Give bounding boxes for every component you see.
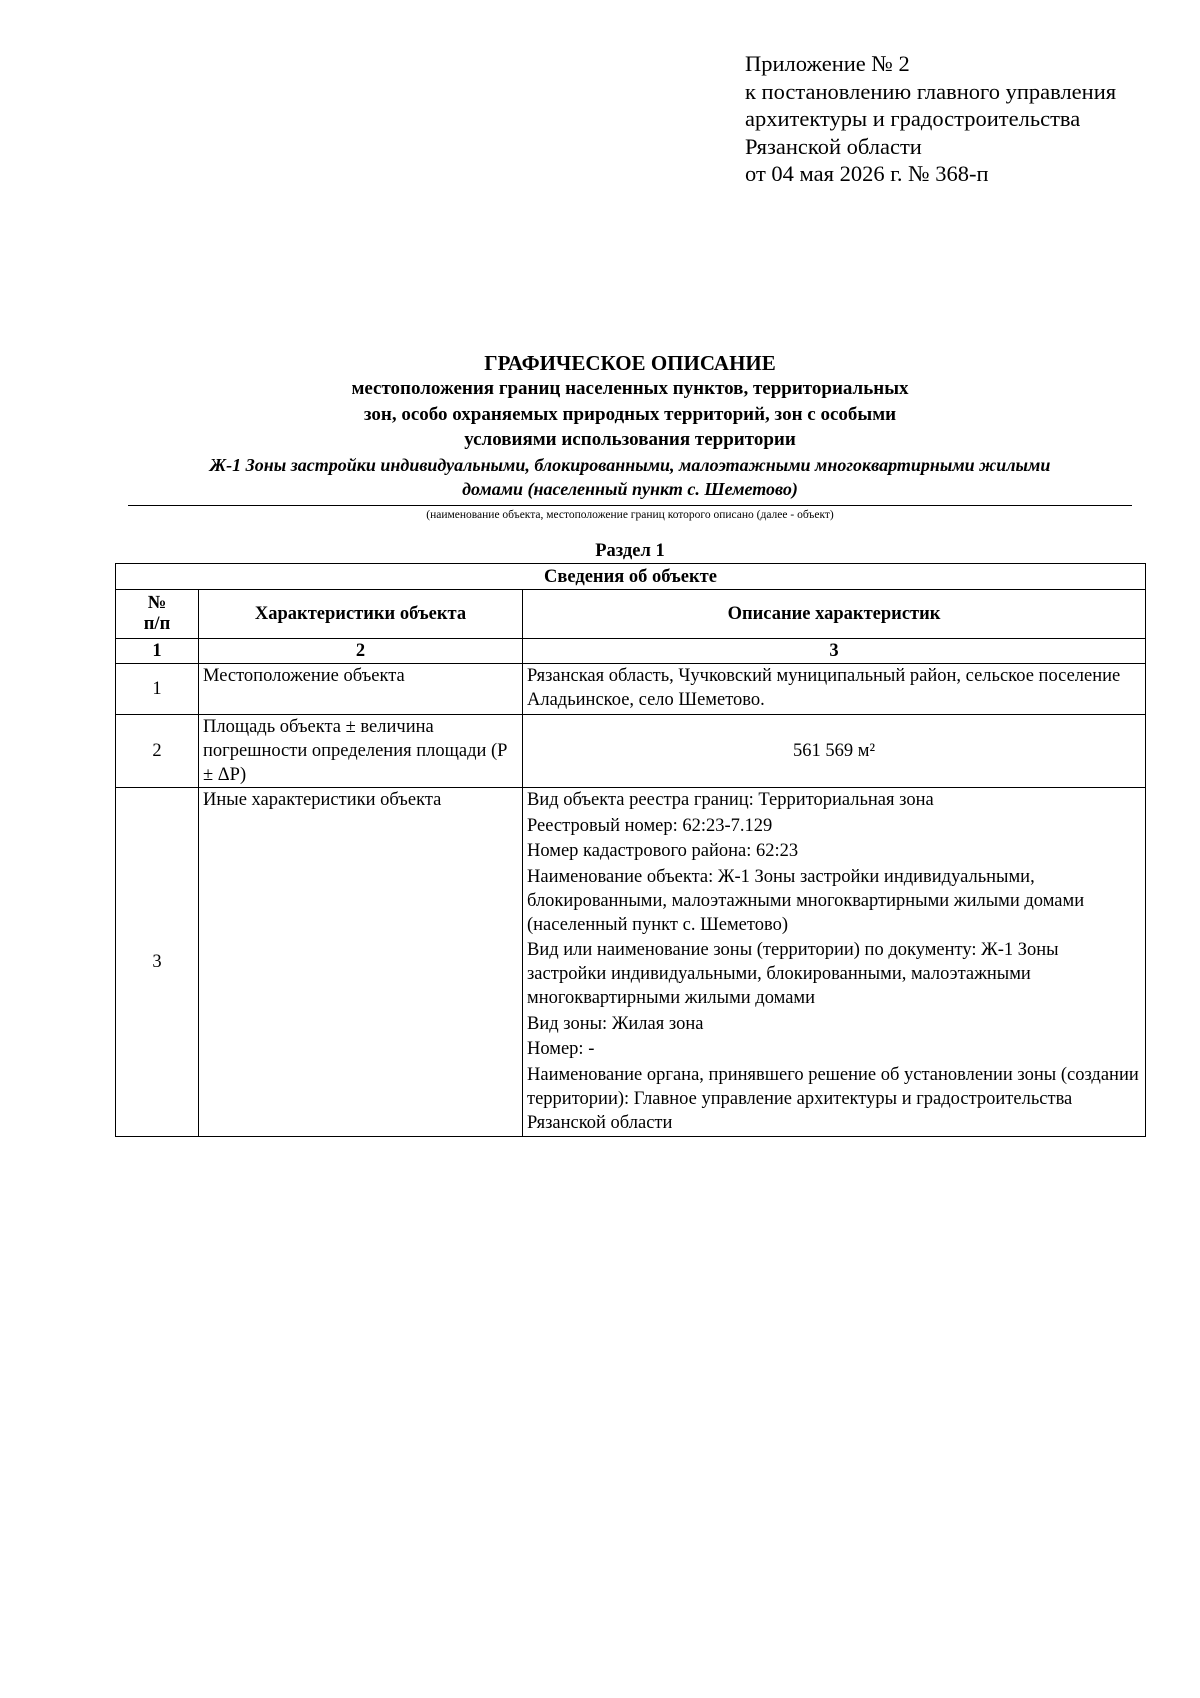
- appendix-line: от 04 мая 2026 г. № 368-п: [745, 161, 989, 186]
- column-number: 2: [199, 639, 523, 664]
- appendix-line: к постановлению главного управления: [745, 78, 1117, 104]
- description-line: Рязанская область, Чучковский муниципальный район, сельское поселение Аладьинское, село Шеметово.: [527, 666, 1121, 710]
- description-line: Наименование объекта: Ж-1 Зоны застройки индивидуальными, блокированными, малоэтажными многоквартирными жилыми домами (населенный пункт с. Шеметово): [527, 866, 1085, 935]
- header-number: № п/п: [116, 590, 199, 639]
- description-line: Номер: -: [527, 1039, 595, 1059]
- column-number-row: [116, 639, 1146, 664]
- document-title-block: [128, 351, 1132, 501]
- table-row: [116, 788, 1146, 1137]
- row-characteristic: Местоположение объекта: [199, 664, 523, 715]
- description-line: Вид зоны: Жилая зона: [527, 1013, 704, 1034]
- document-subtitle-line: условиями использования территории: [464, 429, 796, 450]
- object-name-line: Ж-1 Зоны застройки индивидуальными, блокированными, малоэтажными многоквартирными жилыми: [209, 454, 1051, 475]
- row-description: [523, 664, 1146, 715]
- object-name-line: домами (населенный пункт с. Шеметово): [462, 478, 798, 499]
- description-line: Вид объекта реестра границ: Территориальная зона: [527, 790, 934, 810]
- table-caption: Сведения об объекте: [116, 564, 1146, 590]
- section-title: Раздел 1: [595, 541, 665, 561]
- object-info-table: [115, 563, 1146, 1137]
- row-description: [523, 788, 1146, 1137]
- row-number: 3: [116, 788, 199, 1137]
- table-caption-row: [116, 564, 1146, 590]
- table-row: [116, 715, 1146, 788]
- row-number: 1: [116, 664, 199, 715]
- table-header-row: [116, 590, 1146, 639]
- area-value: 561 569 м²: [792, 741, 875, 761]
- document-title: ГРАФИЧЕСКОЕ ОПИСАНИЕ: [484, 351, 776, 375]
- appendix-line: Рязанской области: [745, 133, 922, 159]
- column-number: 1: [116, 639, 199, 664]
- appendix-header: [745, 50, 1165, 188]
- document-subtitle-line: зон, особо охраняемых природных территорий, зон с особыми: [363, 403, 897, 425]
- appendix-line: Приложение № 2: [745, 51, 910, 76]
- appendix-line: архитектуры и градостроительства: [745, 106, 1081, 131]
- table-row: [116, 664, 1146, 715]
- object-name-caption: (наименование объекта, местоположение границ которого описано (далее - объект): [426, 509, 834, 521]
- header-description: Описание характеристик: [523, 590, 1146, 639]
- object-name-underline: [128, 505, 1132, 506]
- row-characteristic: Иные характеристики объекта: [199, 788, 523, 1137]
- row-description: [523, 715, 1146, 788]
- document-subtitle-line: местоположения границ населенных пунктов, территориальных: [351, 378, 909, 399]
- row-characteristic: Площадь объекта ± величина погрешности определения площади (P ± ΔP): [199, 715, 523, 788]
- row-number: 2: [116, 715, 199, 788]
- description-line: Наименование органа, принявшего решение об установлении зоны (создании территории): Главное управление архитектуры и градостроительства Рязанской области: [527, 1064, 1139, 1133]
- description-line: Номер кадастрового района: 62:23: [527, 841, 799, 861]
- column-number: 3: [523, 639, 1146, 664]
- description-line: Вид или наименование зоны (территории) по документу: Ж-1 Зоны застройки индивидуальными, блокированными, малоэтажными многоквартирными жилыми домами: [527, 940, 1059, 1008]
- description-line: Реестровый номер: 62:23-7.129: [527, 815, 773, 836]
- header-characteristic: Характеристики объекта: [199, 590, 523, 639]
